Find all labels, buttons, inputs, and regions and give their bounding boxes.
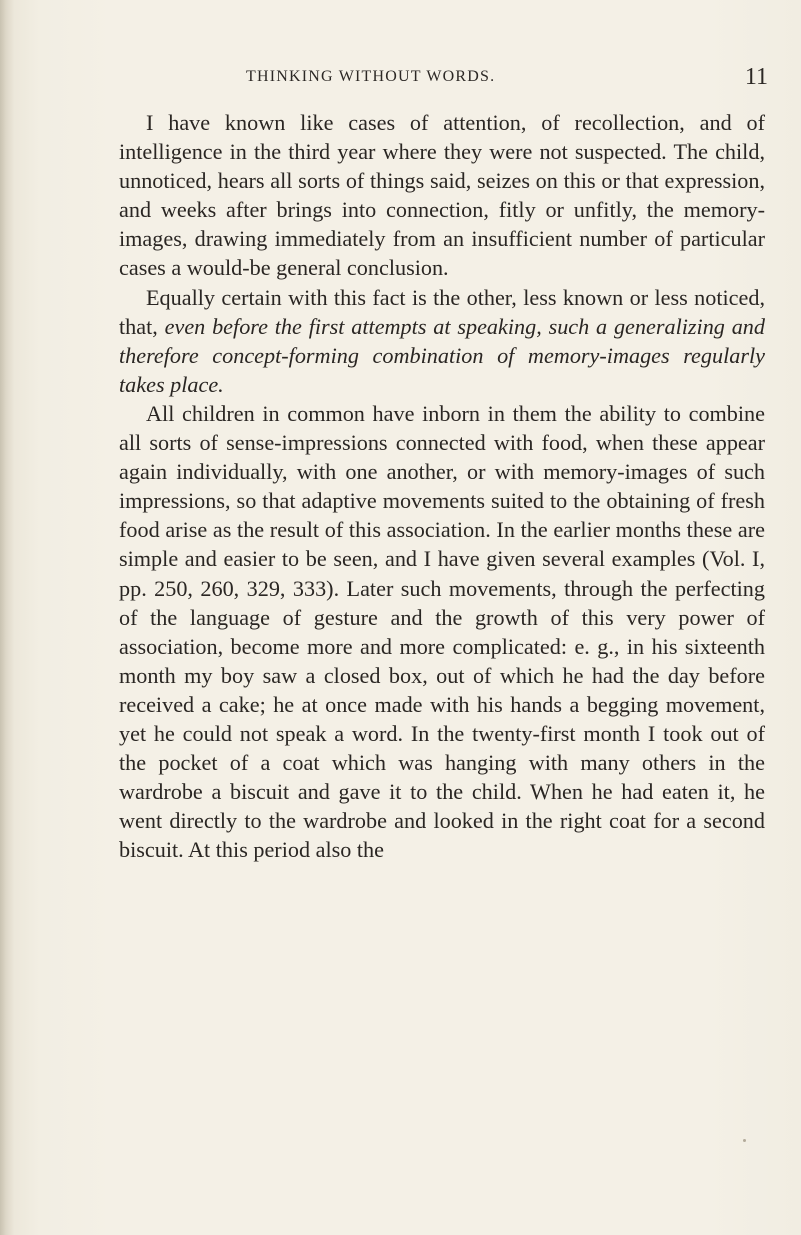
paragraph-2-italic: even before the first attempts at speaking, such a generalizing and therefore concept-forming combination of memory-images regularly takes place. bbox=[119, 313, 765, 397]
page-number: 11 bbox=[744, 64, 768, 90]
page-binding-edge bbox=[0, 0, 14, 1235]
paragraph-3: All children in common have inborn in them the ability to combine all sorts of sense-impressions connected with food, when these appear again individually, with one another, or with memory-images of such impressions, so that adaptive movements suited to the obtaining of fresh food arise as the result of this association. In the earlier months these are simple and easier to be seen, and I have given several examples (Vol. I, pp. 250, 260, 329, 333). Later such movements, through the perfecting of the language of gesture and the growth of this very power of association, become more and more complicated: e. g., in his sixteenth month my boy saw a closed box, out of which he had the day before received a cake; he at once made with his hands a begging movement, yet he could not speak a word. In the twenty-first month I took out of the pocket of a coat which was hanging with many others in the wardrobe a biscuit and gave it to the child. When he had eaten it, he went directly to the wardrobe and looked in the right coat for a second biscuit. At this period also the bbox=[119, 400, 765, 863]
paragraph-2-text: Equally certain with this fact is the other, less known or less noticed, that, bbox=[119, 284, 765, 339]
paragraph-1: I have known like cases of attention, of recollection, and of intelligence in the third year where they were not suspected. The child, unnoticed, hears all sorts of things said, seizes on this or that expression, and weeks after brings into connection, fitly or unfitly, the memory-images, drawing immediately from an insufficient number of particular cases a would-be general conclusion. bbox=[119, 110, 765, 281]
paragraph-2 bbox=[119, 283, 765, 399]
body-text bbox=[119, 108, 765, 864]
paper-speck bbox=[743, 1139, 746, 1142]
running-head bbox=[128, 62, 768, 94]
running-head-title: THINKING WITHOUT WORDS. bbox=[246, 68, 496, 85]
